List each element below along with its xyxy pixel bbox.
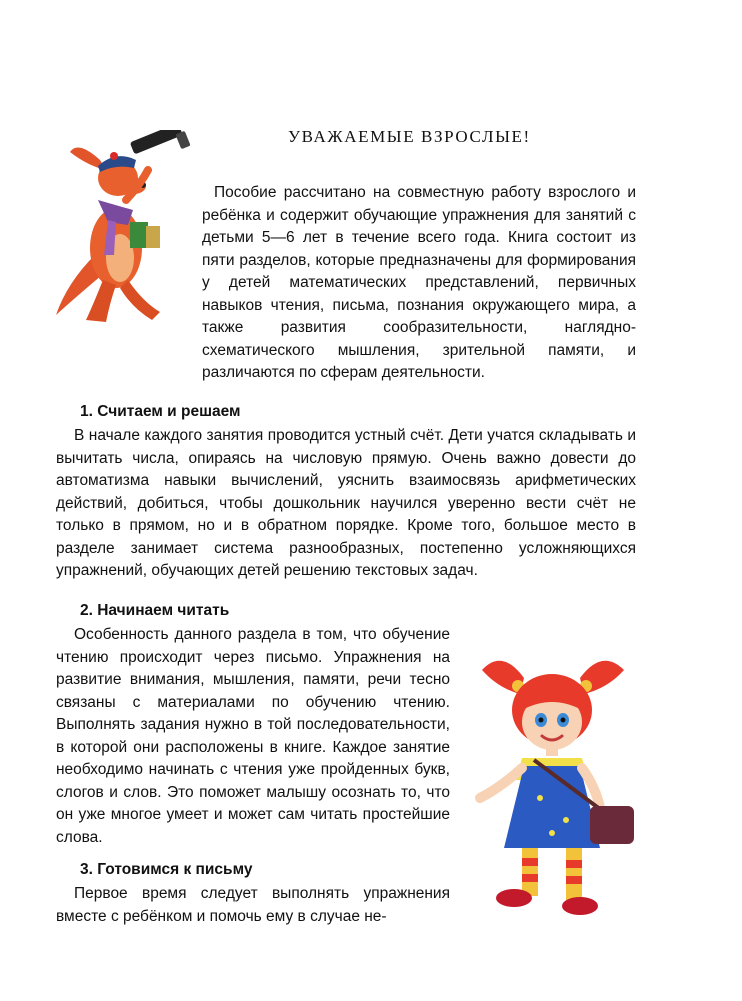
section-1-body [56, 425, 636, 583]
page-title: УВАЖАЕМЫЕ ВЗРОСЛЫЕ! [288, 127, 531, 146]
kangaroo-illustration [48, 130, 193, 325]
section-1-heading: 1. Считаем и решаем [80, 403, 241, 420]
intro-paragraph [202, 182, 636, 385]
section-3-text: Первое время следует выполнять упражнения вместе с ребёнком и помочь ему в случае не- [56, 885, 450, 925]
section-2-heading: 2. Начинаем читать [80, 602, 230, 619]
section-2-text: Особенность данного раздела в том, что обучение чтению происходит через письмо. Упражнения на развитие внимания, мышления, памяти, речи тесно связаны с материалами по обучению чтению. Выполнять задания нужно в той последовательности, в которой они расположены в книге. Каждое занятие необходимо начинать с чтения уже пройденных букв, слогов и слов. Это поможет малышу осознать то, что он уже многое умеет и может сам читать простейшие слова. [56, 626, 450, 846]
girl-illustration [462, 648, 640, 923]
section-1-text: В начале каждого занятия проводится устный счёт. Дети учатся складывать и вычитать числа, опираясь на числовую прямую. Очень важно довести до автоматизма навыки вычислений, уяснить взаимосвязь арифметических действий, добиться, чтобы дошкольник научился уверенно вести счёт не только в прямом, но и в обратном порядке. Кроме того, большое место в разделе занимает система разнообразных, постепенно усложняющихся упражнений, обучающих детей решению текстовых задач. [56, 427, 636, 579]
intro-text: Пособие рассчитано на совместную работу взрослого и ребёнка и содержит обучающие упражнения для занятий с детьми 5—6 лет в течение всего года. Книга состоит из пяти разделов, которые предназначены для формирования у детей математических представлений, первичных навыков чтения, письма, познания окружающего мира, а также развития сообразительности, наглядно-схематического мышления, зрительной памяти, и различаются по сферам деятельности. [202, 184, 636, 381]
section-3-body [56, 883, 450, 928]
section-2-body [56, 624, 450, 849]
section-3-heading: 3. Готовимся к письму [80, 861, 253, 878]
